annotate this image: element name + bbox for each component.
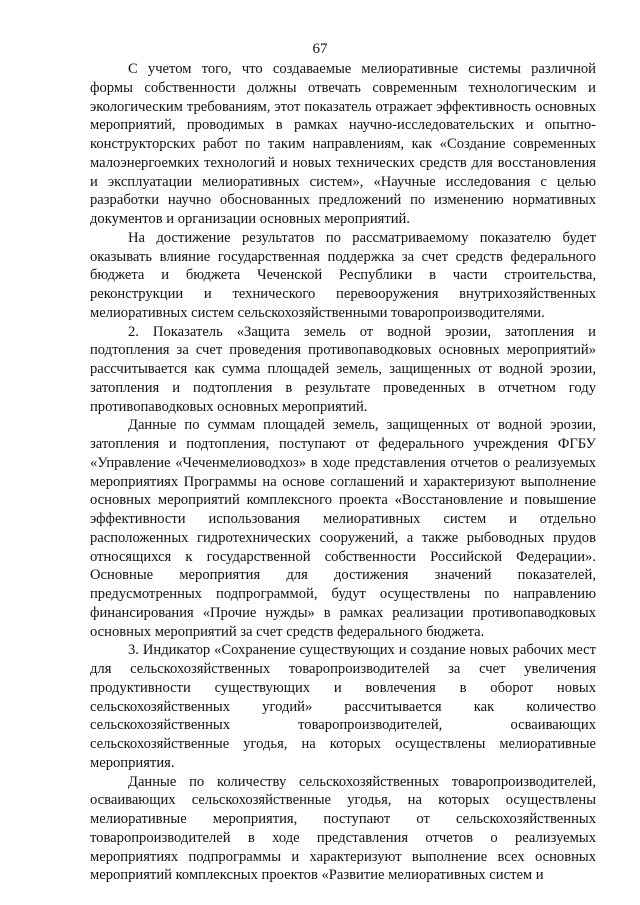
body-text — [90, 60, 596, 885]
page-number: 67 — [312, 41, 328, 57]
paragraph-2: На достижение результатов по рассматриваемому показателю будет оказывать влияние государственная поддержка за счет средств федерального бюджета и бюджета Чеченской Республики в части строительства, реконструкции и технического перевооружения внутрихозяйственных мелиоративных систем сельскохозяйственными товаропроизводителями. — [90, 229, 596, 321]
paragraph-1: С учетом того, что создаваемые мелиоративные системы различной формы собственности должны отвечать современным технологическим и экологическим требованиям, этот показатель отражает эффективность основных мероприятий, проводимых в рамках научно-исследовательских и опытно-конструкторских работ по таким направлениям, как «Создание современных малоэнергоемких технологий и новых технических средств для восстановления и эксплуатации мелиоративных систем», «Научные исследования с целью разработки научно обоснованных предложений по изменению нормативных документов и организации основных мероприятий. — [90, 61, 596, 227]
paragraph-5: 3. Индикатор «Сохранение существующих и создание новых рабочих мест для сельскохозяйственных товаропроизводителей за счет увеличения продуктивности существующих и вовлечения в оборот новых сельскохозяйственных угодий» рассчитывается как количество сельскохозяйственных товаропроизводителей, осваивающих сельскохозяйственные угодья, на которых осуществлены мелиоративные мероприятия. — [90, 642, 596, 771]
paragraph-6: Данные по количеству сельскохозяйственных товаропроизводителей, осваивающих сельскохозяйственные угодья, на которых осуществлены мелиоративные мероприятия, поступают от сельскохозяйственных товаропроизводителей в ходе представления отчетов о реализуемых мероприятиях подпрограммы и характеризуют выполнение всех основных мероприятий комплексных проектов «Развитие мелиоративных систем и — [90, 773, 596, 884]
paragraph-4: Данные по суммам площадей земель, защищенных от водной эрозии, затопления и подтопления, поступают от федерального учреждения ФГБУ «Управление «Чеченмелиоводхоз» в ходе представления отчетов о реализуемых мероприятиях Программы на основе соглашений и характеризуют выполнение основных мероприятий комплексного проекта «Восстановление и повышение эффективности использования мелиоративных систем и отдельно расположенных гидротехнических сооружений, а также рыбоводных прудов относящихся к государственной собственности Российской Федерации». Основные мероприятия для достижения значений показателей, предусмотренных подпрограммой, будут осуществлены по направлению финансирования «Прочие нужды» в рамках реализации противопаводковых основных мероприятий за счет средств федерального бюджета. — [90, 417, 596, 640]
paragraph-3: 2. Показатель «Защита земель от водной эрозии, затопления и подтопления за счет проведения противопаводковых основных мероприятий» рассчитывается как сумма площадей земель, защищенных от водной эрозии, затопления и подтопления в результате проведенных в отчетном году противопаводковых основных мероприятий. — [90, 323, 596, 415]
